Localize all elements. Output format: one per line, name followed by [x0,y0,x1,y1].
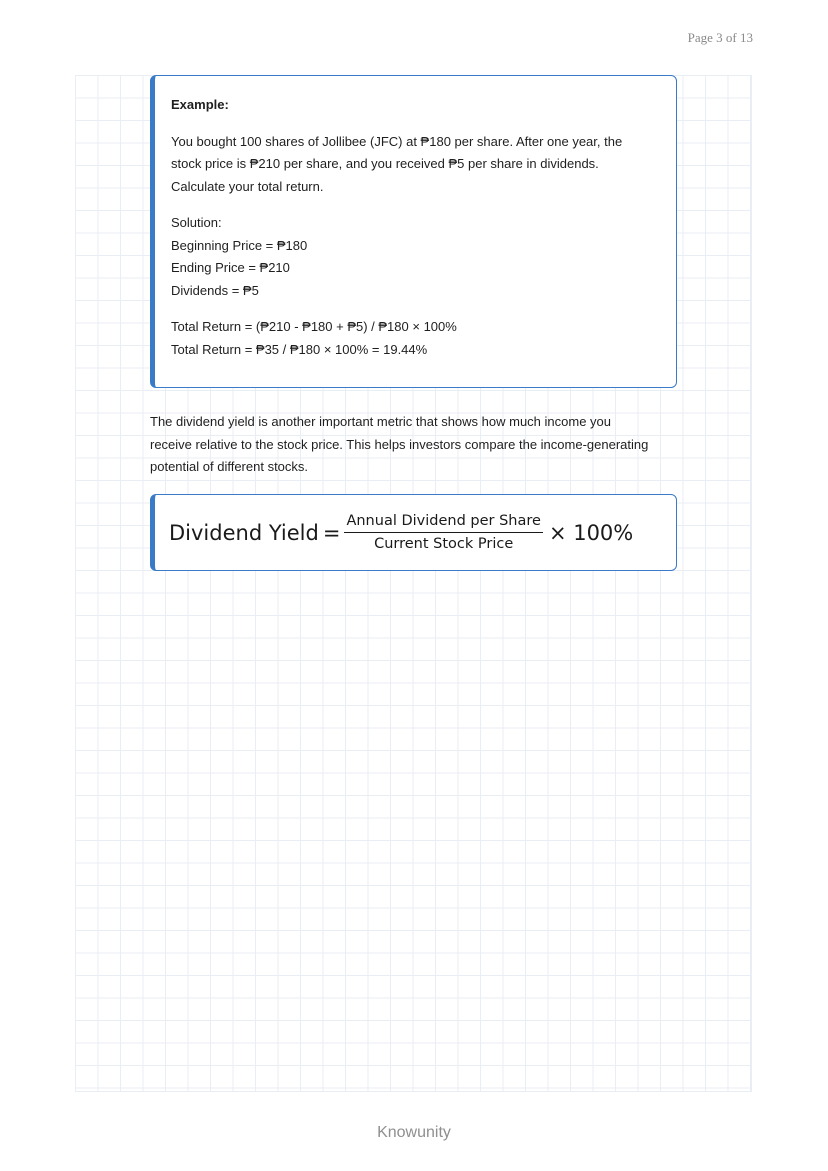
solution-line: Ending Price = ₱210 [171,260,290,275]
example-title: Example: [171,97,229,112]
paragraph-line: receive relative to the stock price. This helps investors compare the income-generating [150,436,649,452]
problem-line: Calculate your total return. [171,178,324,194]
formula-multiplier: × 100% [548,520,634,545]
example-problem [171,131,658,199]
formula-fraction [344,511,542,554]
paragraph-line: The dividend yield is another important metric that shows how much income you [150,414,611,429]
example-calculation [171,316,658,361]
footer-brand: Knowunity [377,1124,451,1141]
example-solution [171,212,658,302]
dividend-yield-paragraph [150,411,685,479]
solution-line: Beginning Price = ₱180 [171,237,308,253]
problem-line: You bought 100 shares of Jollibee (JFC) at ₱180 per share. After one year, the [171,133,623,149]
formula-lhs: Dividend Yield [169,520,319,545]
formula-box [150,494,677,571]
solution-line: Dividends = ₱5 [171,282,259,298]
formula-equals: = [322,520,341,545]
paragraph-line: potential of different stocks. [150,459,309,474]
formula-denominator: Current Stock Price [374,536,514,552]
formula-numerator: Annual Dividend per Share [344,511,542,533]
example-box [150,75,677,388]
problem-line: stock price is ₱210 per share, and you received ₱5 per share in dividends. [171,156,599,171]
solution-heading: Solution: [171,215,222,230]
calc-line: Total Return = ₱35 / ₱180 × 100% = 19.44% [171,341,428,357]
page-number: Page 3 of 13 [687,30,753,45]
calc-line: Total Return = (₱210 - ₱180 + ₱5) / ₱180 × 100% [171,319,457,334]
